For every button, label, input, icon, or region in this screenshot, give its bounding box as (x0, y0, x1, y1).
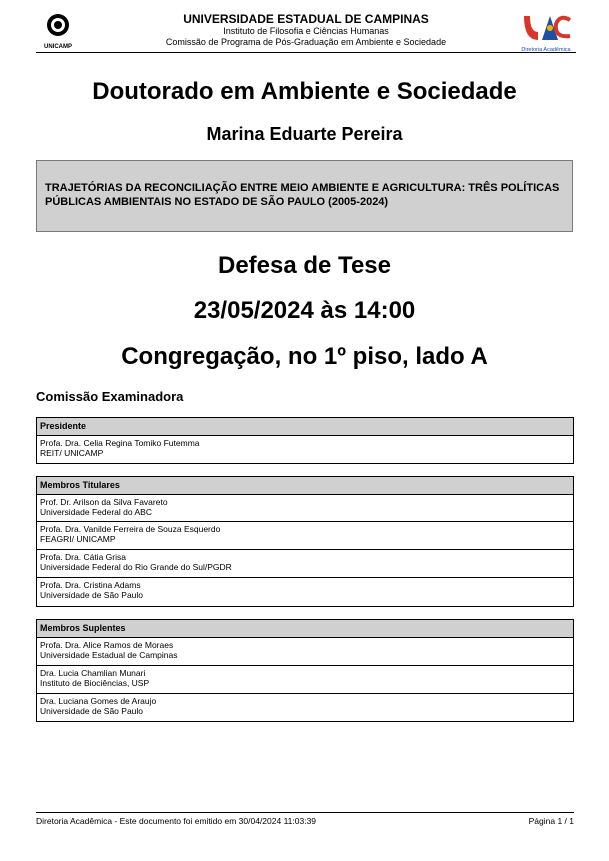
president-table (36, 417, 574, 464)
member-name: Profa. Dra. Vanilde Ferreira de Souza Esquerdo (40, 524, 221, 534)
member-name: Profa. Dra. Cátia Grisa (40, 552, 126, 562)
table-row (37, 522, 573, 550)
svg-text:Diretoria Acadêmica: Diretoria Acadêmica (521, 47, 571, 53)
table-row (37, 578, 573, 606)
document-footer (36, 812, 574, 826)
event-datetime: 23/05/2024 às 14:00 (193, 297, 416, 324)
table-row (37, 436, 573, 463)
member-affiliation: Universidade Estadual de Campinas (40, 650, 178, 660)
thesis-title: TRAJETÓRIAS DA RECONCILIAÇÃO ENTRE MEIO AMBIENTE E AGRICULTURA: TRÊS POLÍTICAS PÚBLICAS AMBIENTAIS NO ESTADO DE SÃO PAULO (2005-2024) (45, 182, 560, 208)
commission-name: Comissão de Programa de Pós-Graduação em Ambiente e Sociedade (165, 37, 447, 47)
committee-title: Comissão Examinadora (36, 389, 184, 404)
svg-text:UNICAMP: UNICAMP (44, 44, 72, 50)
diretoria-academica-logo (516, 10, 576, 54)
member-affiliation: Instituto de Biociências, USP (40, 678, 150, 688)
member-affiliation: FEAGRI/ UNICAMP (40, 534, 116, 544)
member-name: Profa. Dra. Celia Regina Tomiko Futemma (40, 438, 200, 448)
candidate-name: Marina Eduarte Pereira (206, 124, 403, 144)
university-name: UNIVERSIDADE ESTADUAL DE CAMPINAS (183, 12, 429, 26)
president-header: Presidente (37, 418, 573, 436)
member-name: Profa. Dra. Cristina Adams (40, 580, 141, 590)
suplentes-header: Membros Suplentes (37, 620, 573, 638)
member-affiliation: Universidade de São Paulo (40, 706, 144, 716)
titulares-header: Membros Titulares (37, 477, 573, 495)
table-row (37, 694, 573, 721)
thesis-title-box (36, 160, 573, 232)
event-location: Congregação, no 1º piso, lado A (121, 343, 488, 370)
table-row (37, 666, 573, 694)
page-number: Página 1 / 1 (528, 816, 574, 826)
document-header (36, 8, 576, 53)
member-affiliation: Universidade de São Paulo (40, 590, 144, 600)
member-name: Profa. Dra. Alice Ramos de Moraes (40, 640, 174, 650)
member-affiliation: Universidade Federal do Rio Grande do Sul/PGDR (40, 562, 232, 572)
event-type: Defesa de Tese (218, 252, 391, 279)
suplentes-table (36, 619, 574, 722)
member-name: Dra. Luciana Gomes de Araujo (40, 696, 157, 706)
footer-emission-note: Diretoria Acadêmica - Este documento foi emitido em 30/04/2024 11:03:39 (36, 816, 317, 826)
member-name: Prof. Dr. Arilson da Silva Favareto (40, 497, 168, 507)
institute-name: Instituto de Filosofia e Ciências Humanas (223, 26, 389, 36)
table-row (37, 638, 573, 666)
titulares-table (36, 476, 574, 607)
member-affiliation: Universidade Federal do ABC (40, 507, 152, 517)
member-affiliation: REIT/ UNICAMP (40, 448, 104, 458)
member-name: Dra. Lucia Chamlian Munari (40, 668, 146, 678)
program-title: Doutorado em Ambiente e Sociedade (92, 78, 517, 105)
table-row (37, 550, 573, 578)
table-row (37, 495, 573, 522)
unicamp-logo (40, 10, 76, 50)
